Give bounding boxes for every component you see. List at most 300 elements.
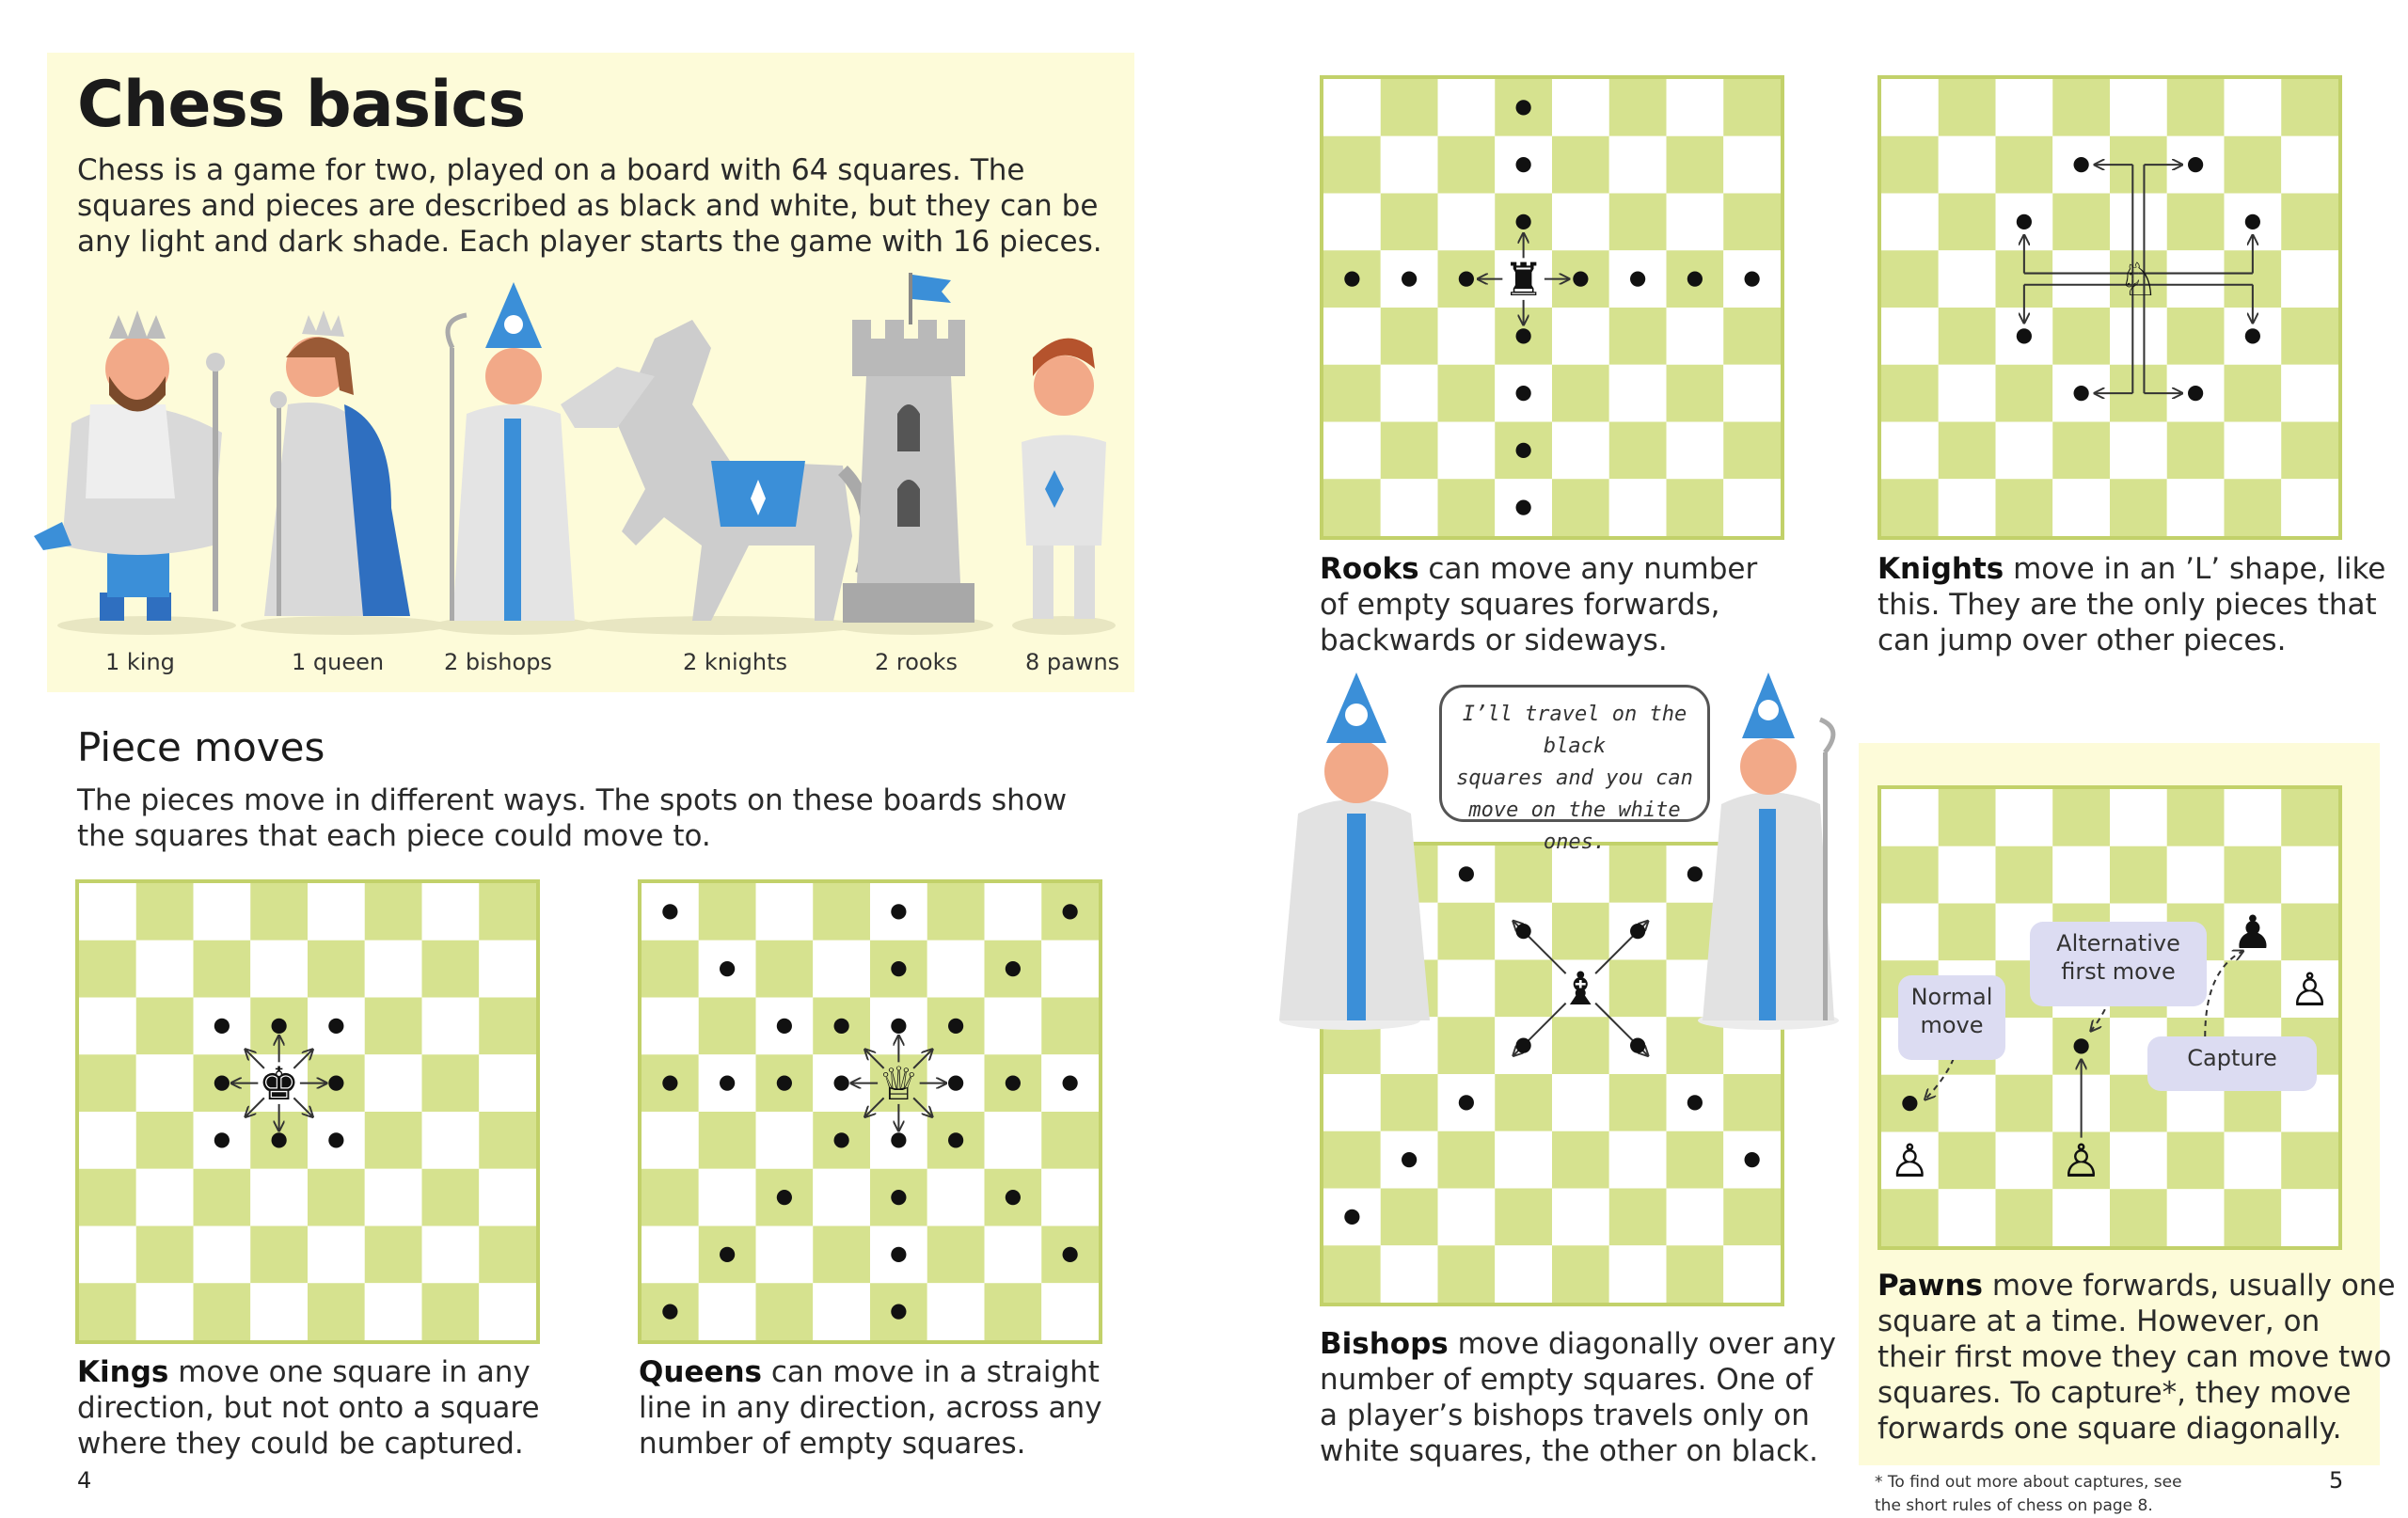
move-dot	[1006, 1076, 1021, 1091]
black-king-icon: ♚	[258, 1057, 300, 1111]
move-dot	[1344, 1210, 1359, 1225]
board-square	[1939, 904, 1996, 961]
white-pawn-icon: ♙	[2060, 1135, 2102, 1189]
bubble-line: squares and you can	[1456, 767, 1693, 790]
move-dot	[1573, 272, 1588, 287]
caption-line: move one square in any	[168, 1355, 531, 1389]
board-square	[1323, 1245, 1381, 1303]
intro-text	[77, 152, 1102, 260]
board-square	[2167, 422, 2225, 480]
board-square	[1939, 422, 1996, 480]
board-square	[1609, 1131, 1667, 1189]
caption-name: Bishops	[1320, 1327, 1449, 1361]
board-square	[308, 883, 365, 941]
board-square	[422, 1112, 480, 1169]
tag-line: move	[1920, 1012, 1984, 1038]
board-square	[1881, 250, 1939, 308]
board-square	[1996, 422, 2053, 480]
bubble-line: I’ll travel on the black	[1462, 703, 1687, 758]
white-knight-icon: ♘	[2117, 253, 2160, 307]
board-square	[2281, 308, 2338, 365]
move-dot	[2074, 157, 2089, 172]
board-square	[2167, 79, 2225, 136]
board-square	[1996, 136, 2053, 194]
board-square	[1996, 1189, 2053, 1246]
board-square	[1939, 79, 1996, 136]
board-square	[1881, 789, 1939, 846]
board-square	[136, 1169, 194, 1226]
board-square	[1438, 136, 1496, 194]
board-square	[2110, 479, 2167, 536]
board-square	[1552, 1131, 1609, 1189]
section-line: the squares that each piece could move to.	[77, 819, 711, 853]
king-figure	[34, 310, 225, 621]
board-square	[1552, 1074, 1609, 1131]
board-square	[1552, 194, 1609, 251]
board-square	[2225, 1189, 2282, 1246]
board-square	[1495, 1245, 1552, 1303]
capture-tag	[2147, 1036, 2317, 1091]
caption-line: forwards one square diagonally.	[1877, 1412, 2342, 1446]
board-square	[1667, 422, 1724, 480]
board-square	[2167, 308, 2225, 365]
board-square	[365, 1112, 422, 1169]
board-square	[1381, 479, 1438, 536]
move-dot	[1402, 1152, 1417, 1167]
board-square	[1381, 1074, 1438, 1131]
board-square	[1552, 136, 1609, 194]
board-square	[422, 998, 480, 1055]
board-square	[1667, 79, 1724, 136]
board-square	[1939, 365, 1996, 422]
board-square	[308, 1226, 365, 1284]
board-square	[194, 1283, 251, 1340]
board-square	[1381, 308, 1438, 365]
board-square	[365, 1054, 422, 1112]
board-square	[1939, 194, 1996, 251]
board-square	[79, 1112, 136, 1169]
board-square	[642, 998, 699, 1055]
intro-line: squares and pieces are described as black and white, but they can be	[77, 189, 1099, 223]
board-svg	[642, 883, 1099, 1340]
black-bishop-icon: ♝	[1560, 963, 1602, 1017]
piece-count-rooks: 2 rooks	[875, 649, 958, 675]
board-square	[2225, 365, 2282, 422]
board-square	[365, 941, 422, 998]
board-square	[2167, 1132, 2225, 1190]
board-square	[699, 1169, 756, 1226]
board-square	[365, 1226, 422, 1284]
board-square	[2225, 422, 2282, 480]
board-square	[422, 1283, 480, 1340]
board-square	[1881, 79, 1939, 136]
board-square	[699, 1112, 756, 1169]
board-square	[985, 1226, 1042, 1284]
board-square	[1552, 365, 1609, 422]
board-square	[1609, 79, 1667, 136]
board-square	[1996, 365, 2053, 422]
caption-line: this. They are the only pieces that	[1877, 588, 2377, 622]
move-dot	[891, 1247, 906, 1262]
board-square	[1495, 1131, 1552, 1189]
piece-count-bishops: 2 bishops	[444, 649, 552, 675]
move-dot	[214, 1076, 230, 1091]
board-square	[699, 883, 756, 941]
white-queen-icon: ♕	[878, 1057, 920, 1111]
board-square	[79, 941, 136, 998]
move-dot	[891, 1305, 906, 1320]
board-square	[2225, 136, 2282, 194]
board-square	[250, 1169, 308, 1226]
board-square	[1438, 1131, 1496, 1189]
move-dot	[1687, 272, 1703, 287]
board-square	[927, 1169, 985, 1226]
board-square	[2110, 789, 2167, 846]
board-square	[2110, 1132, 2167, 1190]
board-square	[1939, 308, 1996, 365]
caption-line: of empty squares forwards,	[1320, 588, 1720, 622]
board-square	[756, 941, 814, 998]
board-square	[1552, 479, 1609, 536]
move-dot	[272, 1132, 287, 1147]
board-square	[2281, 194, 2338, 251]
move-dot	[2074, 386, 2089, 401]
alternative-first-move-tag	[2030, 922, 2207, 1006]
board-square	[1609, 479, 1667, 536]
board-square	[2281, 904, 2338, 961]
board-square	[2052, 422, 2110, 480]
board-square	[1438, 194, 1496, 251]
board-square	[1323, 1074, 1381, 1131]
section-line: The pieces move in different ways. The spots on these boards show	[77, 783, 1068, 817]
board-square	[927, 883, 985, 941]
move-dot	[1459, 272, 1474, 287]
board-square	[1723, 422, 1781, 480]
board-square	[1323, 308, 1381, 365]
right-bishop-figure	[1703, 672, 1834, 1020]
caption-line: line in any direction, across any	[639, 1391, 1102, 1425]
board-square	[479, 941, 536, 998]
board-square	[136, 1112, 194, 1169]
board-square	[1996, 79, 2053, 136]
board-square	[1323, 479, 1381, 536]
board-square	[1996, 846, 2053, 904]
board-square	[79, 1169, 136, 1226]
piece-count-knights: 2 knights	[683, 649, 788, 675]
board-square	[1996, 789, 2053, 846]
board-square	[1609, 1245, 1667, 1303]
move-dot	[1063, 904, 1078, 919]
piece-count-pawns: 8 pawns	[1025, 649, 1120, 675]
bishop-speech-bubble	[1439, 685, 1710, 854]
board-square	[422, 1054, 480, 1112]
pawns-caption	[1877, 1268, 2396, 1447]
board-square	[1381, 1189, 1438, 1246]
board-square	[927, 1226, 985, 1284]
board-square	[2167, 194, 2225, 251]
board-square	[479, 1054, 536, 1112]
board-square	[136, 883, 194, 941]
board-square	[642, 1112, 699, 1169]
board-square	[422, 941, 480, 998]
board-square	[1939, 846, 1996, 904]
board-square	[1609, 365, 1667, 422]
board-square	[813, 883, 870, 941]
board-square	[2281, 846, 2338, 904]
move-dot	[328, 1076, 343, 1091]
board-square	[479, 1169, 536, 1226]
board-square	[2281, 1189, 2338, 1246]
board-square	[2225, 79, 2282, 136]
board-square	[699, 998, 756, 1055]
caption-line: a player’s bishops travels only on	[1320, 1399, 1810, 1432]
queen-figure	[264, 310, 410, 616]
board-square	[2052, 1189, 2110, 1246]
board-square	[1381, 136, 1438, 194]
board-square	[1041, 1112, 1099, 1169]
move-dot	[948, 1019, 963, 1034]
board-square	[250, 883, 308, 941]
board-square	[699, 1283, 756, 1340]
board-square	[2281, 79, 2338, 136]
board-square	[250, 941, 308, 998]
board-square	[1881, 479, 1939, 536]
caption-line: move diagonally over any	[1448, 1327, 1836, 1361]
move-dot	[891, 904, 906, 919]
board-square	[985, 998, 1042, 1055]
board-square	[1939, 1075, 1996, 1132]
board-square	[1323, 136, 1381, 194]
piece-count-king: 1 king	[105, 649, 175, 675]
caption-name: Kings	[77, 1355, 169, 1389]
board-square	[2052, 789, 2110, 846]
board-square	[308, 941, 365, 998]
caption-line: move in an ’L’ shape, like	[2004, 552, 2386, 586]
move-dot	[1344, 272, 1359, 287]
section-intro	[77, 783, 1067, 854]
board-square	[985, 1112, 1042, 1169]
board-square	[2110, 194, 2167, 251]
board-square	[79, 883, 136, 941]
board-square	[136, 998, 194, 1055]
board-square	[1881, 308, 1939, 365]
tag-line: Alternative	[2056, 930, 2180, 957]
caption-line: can jump over other pieces.	[1877, 624, 2287, 657]
board-square	[1881, 1189, 1939, 1246]
board-square	[2110, 79, 2167, 136]
white-pawn-icon: ♙	[2289, 963, 2331, 1017]
move-dot	[1516, 500, 1531, 515]
caption-name: Knights	[1877, 552, 2004, 586]
board-square	[1667, 365, 1724, 422]
board-square	[2052, 479, 2110, 536]
board-square	[2052, 308, 2110, 365]
board-square	[1609, 194, 1667, 251]
board-square	[1939, 1132, 1996, 1190]
board-square	[2281, 250, 2338, 308]
board-square	[2225, 1132, 2282, 1190]
board-square	[2225, 846, 2282, 904]
board-square	[1609, 136, 1667, 194]
page-number-right: 5	[2329, 1467, 2344, 1494]
normal-move-tag	[1898, 975, 2005, 1060]
board-square	[2167, 479, 2225, 536]
board-square	[1323, 1131, 1381, 1189]
move-dot	[777, 1019, 792, 1034]
board-square	[1552, 1245, 1609, 1303]
board-square	[1667, 479, 1724, 536]
board-svg	[79, 883, 536, 1340]
move-dot	[720, 1247, 735, 1262]
board-square	[1881, 846, 1939, 904]
page-number-left: 4	[77, 1467, 92, 1494]
board-square	[1996, 479, 2053, 536]
board-square	[2281, 1132, 2338, 1190]
board-square	[1939, 136, 1996, 194]
move-dot	[1402, 272, 1417, 287]
board-square	[479, 1112, 536, 1169]
move-dot	[1063, 1076, 1078, 1091]
board-square	[756, 1112, 814, 1169]
move-dot	[214, 1019, 230, 1034]
board-square	[79, 1054, 136, 1112]
board-square	[79, 998, 136, 1055]
move-dot	[834, 1132, 849, 1147]
board-square	[1438, 479, 1496, 536]
move-dot	[1687, 1095, 1703, 1110]
move-dot	[328, 1019, 343, 1034]
knights-caption	[1877, 551, 2385, 658]
board-square	[2167, 250, 2225, 308]
board-square	[194, 883, 251, 941]
board-square	[1609, 1189, 1667, 1246]
board-square	[365, 1169, 422, 1226]
board-square	[1041, 1169, 1099, 1226]
caption-line: squares. To capture*, they move	[1877, 1376, 2352, 1410]
move-dot	[1063, 1247, 1078, 1262]
board-square	[136, 941, 194, 998]
move-dot	[777, 1076, 792, 1091]
move-dot	[948, 1132, 963, 1147]
move-dot	[1745, 1152, 1760, 1167]
caption-line: number of empty squares. One of	[1320, 1363, 1814, 1397]
intro-line: any light and dark shade. Each player starts the game with 16 pieces.	[77, 225, 1102, 259]
kings-caption	[77, 1354, 540, 1462]
board-square	[1438, 422, 1496, 480]
move-dot	[1006, 1190, 1021, 1205]
board-square	[250, 1283, 308, 1340]
move-dot	[1630, 1038, 1645, 1053]
move-dot	[1006, 961, 1021, 976]
board-square	[756, 1226, 814, 1284]
board-square	[1667, 136, 1724, 194]
board-square	[1881, 136, 1939, 194]
caption-line: white squares, the other on black.	[1320, 1434, 1818, 1468]
board-square	[1041, 1283, 1099, 1340]
board-square	[985, 1283, 1042, 1340]
board-square	[756, 1283, 814, 1340]
board-square	[1996, 1132, 2053, 1190]
board-square	[1381, 365, 1438, 422]
board-square	[642, 941, 699, 998]
board-square	[642, 1226, 699, 1284]
caption-name: Rooks	[1320, 552, 1419, 586]
board-square	[1723, 194, 1781, 251]
board-square	[2281, 136, 2338, 194]
board-square	[2281, 365, 2338, 422]
board-square	[2052, 846, 2110, 904]
board-square	[194, 1226, 251, 1284]
caption-line: can move in a straight	[762, 1355, 1100, 1389]
board-square	[1323, 194, 1381, 251]
caption-line: move forwards, usually one	[1982, 1269, 2396, 1303]
board-square	[813, 1283, 870, 1340]
move-dot	[1516, 157, 1531, 172]
move-dot	[2017, 214, 2032, 229]
board-square	[194, 941, 251, 998]
caption-line: backwards or sideways.	[1320, 624, 1668, 657]
move-dot	[891, 961, 906, 976]
board-square	[1667, 308, 1724, 365]
board-svg	[1323, 79, 1781, 536]
pawn-figure	[1022, 339, 1106, 619]
black-pawn-icon: ♟	[2232, 907, 2273, 960]
bubble-line: move on the white ones.	[1468, 799, 1681, 854]
move-dot	[777, 1190, 792, 1205]
board-square	[1552, 1189, 1609, 1246]
caption-line: can move any number	[1418, 552, 1758, 586]
queens-caption	[639, 1354, 1102, 1462]
board-square	[2052, 79, 2110, 136]
board-square	[1667, 1131, 1724, 1189]
move-dot	[2188, 386, 2203, 401]
move-dot	[1902, 1096, 1917, 1111]
board-square	[422, 1226, 480, 1284]
board-square	[2052, 250, 2110, 308]
board-square	[136, 1283, 194, 1340]
move-dot	[1459, 1095, 1474, 1110]
board-square	[79, 1226, 136, 1284]
move-dot	[2017, 328, 2032, 343]
board-square	[813, 1169, 870, 1226]
board-square	[422, 1169, 480, 1226]
move-dot	[662, 1076, 677, 1091]
board-square	[2167, 789, 2225, 846]
move-dot	[2074, 1038, 2089, 1053]
captures-footnote	[1875, 1471, 2182, 1518]
board-square	[642, 1169, 699, 1226]
move-dot	[214, 1132, 230, 1147]
board-square	[985, 883, 1042, 941]
board-square	[1323, 79, 1381, 136]
caption-line: square at a time. However, on	[1877, 1305, 2321, 1338]
board-square	[1939, 250, 1996, 308]
board-square	[2110, 308, 2167, 365]
move-dot	[891, 1190, 906, 1205]
board-square	[136, 1226, 194, 1284]
caption-line: number of empty squares.	[639, 1427, 1026, 1461]
board-square	[365, 1283, 422, 1340]
move-dot	[1516, 443, 1531, 458]
board-square	[1438, 1245, 1496, 1303]
piece-count-queen: 1 queen	[292, 649, 385, 675]
board-square	[2167, 1189, 2225, 1246]
move-dot	[891, 1019, 906, 1034]
board-square	[1438, 79, 1496, 136]
white-pawn-icon: ♙	[1889, 1135, 1931, 1189]
board-square	[2167, 846, 2225, 904]
board-square	[1667, 1189, 1724, 1246]
